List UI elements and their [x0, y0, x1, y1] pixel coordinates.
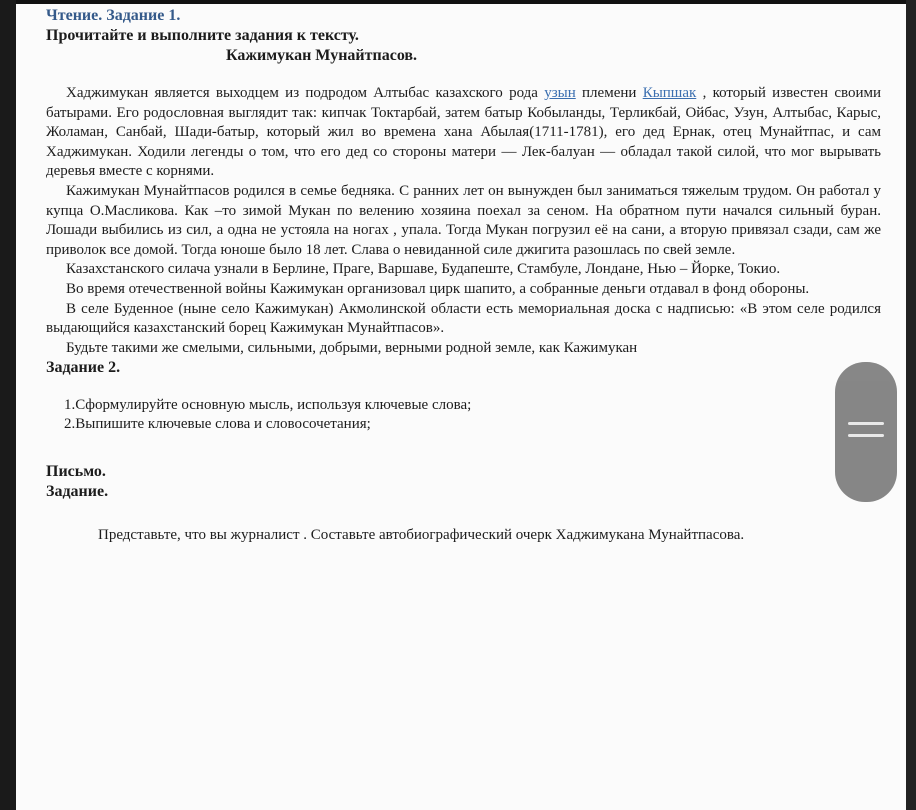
handle-line	[848, 434, 884, 437]
task2-list	[64, 396, 881, 434]
document-page	[16, 0, 906, 810]
paragraph-1-part-c: , который известен своими батырами. Его родословная выглядит так: кипчак Токтарбай, затем батыр Кобыланды, Терликбай, Ойбас, Узун, Алтыбас, Карыс, Жоламан, Санбай, Шади-батыр, который жил во времена хана Абылая(1711-1781), его дед Ернак, отец Мунайтпас, и сам Хаджимукан. Ходили легенды о том, что его дед со стороны матери — Лек-балуан — обладал такой силой, что мог вырывать деревья вместе с корнями.	[46, 85, 882, 180]
task2-title: Задание 2.	[46, 359, 121, 377]
task-title: Чтение. Задание 1.	[46, 7, 181, 24]
link-kypshak[interactable]: Кыпшак	[642, 85, 697, 101]
instruction: Прочитайте и выполните задания к тексту.	[46, 27, 359, 44]
letter-task-text: Представьте, что вы журналист . Составьте автобиографический очерк Хаджимукана Мунайтпасова.	[98, 527, 745, 544]
handle-line	[848, 422, 884, 425]
paragraph-1	[46, 84, 881, 182]
reading-text	[46, 84, 881, 358]
letter-task-label: Задание.	[46, 483, 109, 501]
text-title-author: Кажимукан Мунайтпасов.	[226, 47, 418, 64]
document-content	[46, 6, 881, 545]
paragraph-2: Кажимукан Мунайтпасов родился в семье бедняка. С ранних лет он вынужден был заниматься тяжелым трудом. Он работал у купца О.Масликова. Как –то зимой Мукан по велению хозяина поехал за сеном. На обратном пути начался сильный буран. Лошади выбились из сил, а одна не устояла на ногах , упала. Тогда Мукан погрузил её на сани, а вторую привязал сзади, сам же приволок все домой. Тогда юноше было 18 лет. Слава о невиданной силе джигита разошлась по свей земле.	[46, 182, 881, 258]
list-item: 2.Выпишите ключевые слова и словосочетания;	[64, 416, 371, 433]
paragraph-1-part-b: племени	[575, 85, 643, 101]
link-uzyn[interactable]: узын	[544, 85, 576, 101]
letter-title: Письмо.	[46, 463, 106, 481]
paragraph-5: В селе Буденное (ныне село Кажимукан) Акмолинской области есть мемориальная доска с надписью: «В этом селе родился выдающийся казахстанский борец Кажимукан Мунайтпасов».	[46, 300, 881, 337]
paragraph-6: Будьте такими же смелыми, сильными, добрыми, верными родной земле, как Кажимукан	[66, 339, 638, 356]
paragraph-3: Казахстанского силача узнали в Берлине, Праге, Варшаве, Будапеште, Стамбуле, Лондане, Нью – Йорке, Токио.	[66, 261, 781, 278]
window-edge	[906, 0, 916, 810]
list-item: 1.Сформулируйте основную мысль, используя ключевые слова;	[64, 397, 472, 414]
paragraph-1-part-a: Хаджимукан является выходцем из подродом Алтыбас казахского рода	[66, 85, 545, 101]
paragraph-4: Во время отечественной войны Кажимукан организовал цирк шапито, а собранные деньги отдавал в фонд обороны.	[66, 280, 810, 297]
letter-section	[46, 462, 881, 502]
letter-task-text-block	[46, 526, 881, 545]
drag-handle-icon[interactable]	[835, 362, 897, 502]
